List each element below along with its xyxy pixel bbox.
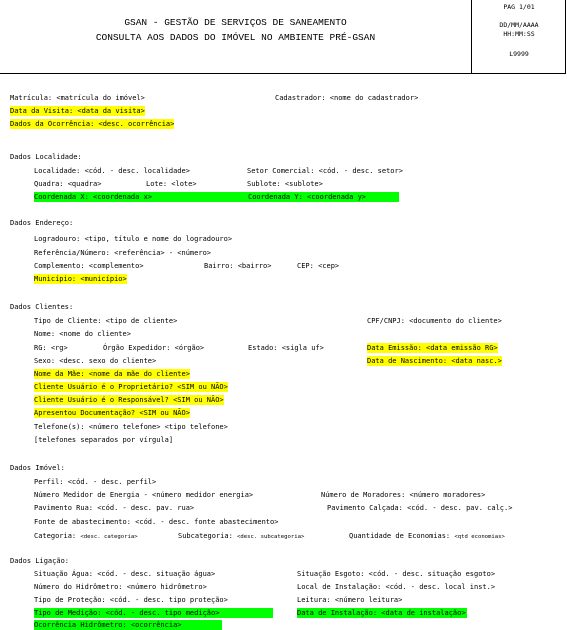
bairro-field: Bairro: <bairro> — [204, 262, 272, 270]
estado-field: Estado: <sigla uf> — [248, 344, 324, 352]
ligacao-heading: Dados Ligação: — [10, 557, 70, 565]
rg-field: RG: <rg> — [34, 344, 68, 352]
telefones-note: [telefones separados por vírgula] — [34, 436, 174, 444]
local-instalacao-field: Local de Instalação: <cód. - desc. local inst.> — [297, 583, 496, 591]
endereco-heading: Dados Endereço: — [10, 219, 74, 227]
municipio-field: Município: <município> — [34, 275, 127, 283]
situacao-esgoto-field: Situação Esgoto: <cód. - desc. situação esgoto> — [297, 570, 496, 578]
report-time: HH:MM:SS — [503, 30, 535, 38]
pavimento-rua-field: Pavimento Rua: <cód. - desc. pav. rua> — [34, 504, 195, 512]
telefone-field: Telefone(s): <número telefone> <tipo telefone> — [34, 423, 228, 431]
situacao-agua-field: Situação Água: <cód. - desc. situação água> — [34, 570, 216, 578]
localidade-heading: Dados Localidade: — [10, 153, 82, 161]
tipo-cliente-field: Tipo de Cliente: <tipo de cliente> — [34, 317, 178, 325]
subcategoria-field — [178, 531, 304, 542]
economias-label: Quantidade de Economias: — [349, 532, 451, 540]
report-date: DD/MM/AAAA — [499, 21, 539, 29]
report-code: L9999 — [509, 50, 529, 58]
coordenada-y-field: Coordenada Y: <coordenada y> — [248, 192, 399, 202]
leitura-field: Leitura: <número leitura> — [297, 596, 403, 604]
subcategoria-value: <desc. subcategoria> — [237, 534, 305, 540]
data-emissao-field: Data Emissão: <data emissão RG> — [367, 344, 498, 352]
logradouro-field: Logradouro: <tipo, título e nome do logradouro> — [34, 235, 233, 243]
categoria-field — [34, 531, 138, 542]
proprietario-field: Cliente Usuário é o Proprietário? <SIM ou NÃO> — [34, 383, 228, 391]
nome-mae-field: Nome da Mãe: <nome da mãe do cliente> — [34, 370, 190, 378]
cpf-cnpj-field: CPF/CNPJ: <documento do cliente> — [367, 317, 502, 325]
quadra-field: Quadra: <quadra> — [34, 180, 102, 188]
categoria-value: <desc. categoria> — [80, 534, 138, 540]
data-nascimento-field: Data de Nascimento: <data nasc.> — [367, 357, 502, 365]
sublote-field: Sublote: <sublote> — [247, 180, 323, 188]
matricula-field: Matrícula: <matrícula do imóvel> — [10, 94, 145, 102]
responsavel-field: Cliente Usuário é o Responsável? <SIM ou NÃO> — [34, 396, 224, 404]
fonte-abastecimento-field: Fonte de abastecimento: <cód. - desc. fonte abastecimento> — [34, 518, 279, 526]
coordenada-x-field: Coordenada X: <coordenada x> — [34, 192, 248, 202]
tipo-medicao-field: Tipo de Medição: <cód. - desc. tipo medição> — [34, 608, 273, 618]
complemento-field: Complemento: <complemento> — [34, 262, 144, 270]
page-number: PAG 1/01 — [503, 3, 535, 11]
report-title: GSAN - GESTÃO DE SERVIÇOS DE SANEAMENTO — [124, 17, 347, 28]
categoria-label: Categoria: — [34, 532, 77, 540]
report-subtitle: CONSULTA AOS DADOS DO IMÓVEL NO AMBIENTE PRÉ-GSAN — [95, 32, 376, 43]
referencia-field: Referência/Número: <referência> - <número> — [34, 249, 212, 257]
economias-value: <qtd economias> — [454, 534, 505, 540]
setor-field: Setor Comercial: <cód. - desc. setor> — [247, 167, 403, 175]
hidrometro-field: Número do Hidrômetro: <número hidrômetro> — [34, 583, 207, 591]
sexo-field: Sexo: <desc. sexo do cliente> — [34, 357, 157, 365]
orgao-expedidor-field: Órgão Expedidor: <órgão> — [103, 344, 205, 352]
pavimento-calcada-field: Pavimento Calçada: <cód. - desc. pav. calç.> — [327, 504, 513, 512]
nome-cliente-field: Nome: <nome do cliente> — [34, 330, 131, 338]
lote-field: Lote: <lote> — [146, 180, 197, 188]
cep-field: CEP: <cep> — [297, 262, 340, 270]
tipo-protecao-field: Tipo de Proteção: <cód. - desc. tipo proteção> — [34, 596, 228, 604]
perfil-field: Perfil: <cód. - desc. perfil> — [34, 478, 157, 486]
ocorrencia-hidrometro-field: Ocorrência Hidrômetro: <ocorrência> — [34, 620, 222, 630]
data-instalacao-field: Data de Instalação: <data de instalação> — [297, 609, 466, 617]
economias-field — [349, 531, 505, 542]
subcategoria-label: Subcategoria: — [178, 532, 233, 540]
localidade-field: Localidade: <cód. - desc. localidade> — [34, 167, 190, 175]
medidor-energia-field: Número Medidor de Energia - <número medidor energia> — [34, 491, 254, 499]
documentacao-field: Apresentou Documentação? <SIM ou NÃO> — [34, 409, 190, 417]
data-visita-field: Data da Visita: <data da visita> — [10, 107, 145, 115]
cadastrador-field: Cadastrador: <nome do cadastrador> — [275, 94, 419, 102]
clientes-heading: Dados Clientes: — [10, 303, 74, 311]
imovel-heading: Dados Imóvel: — [10, 464, 65, 472]
dados-ocorrencia-field: Dados da Ocorrência: <desc. ocorrência> — [10, 120, 175, 128]
moradores-field: Número de Moradores: <número moradores> — [321, 491, 486, 499]
